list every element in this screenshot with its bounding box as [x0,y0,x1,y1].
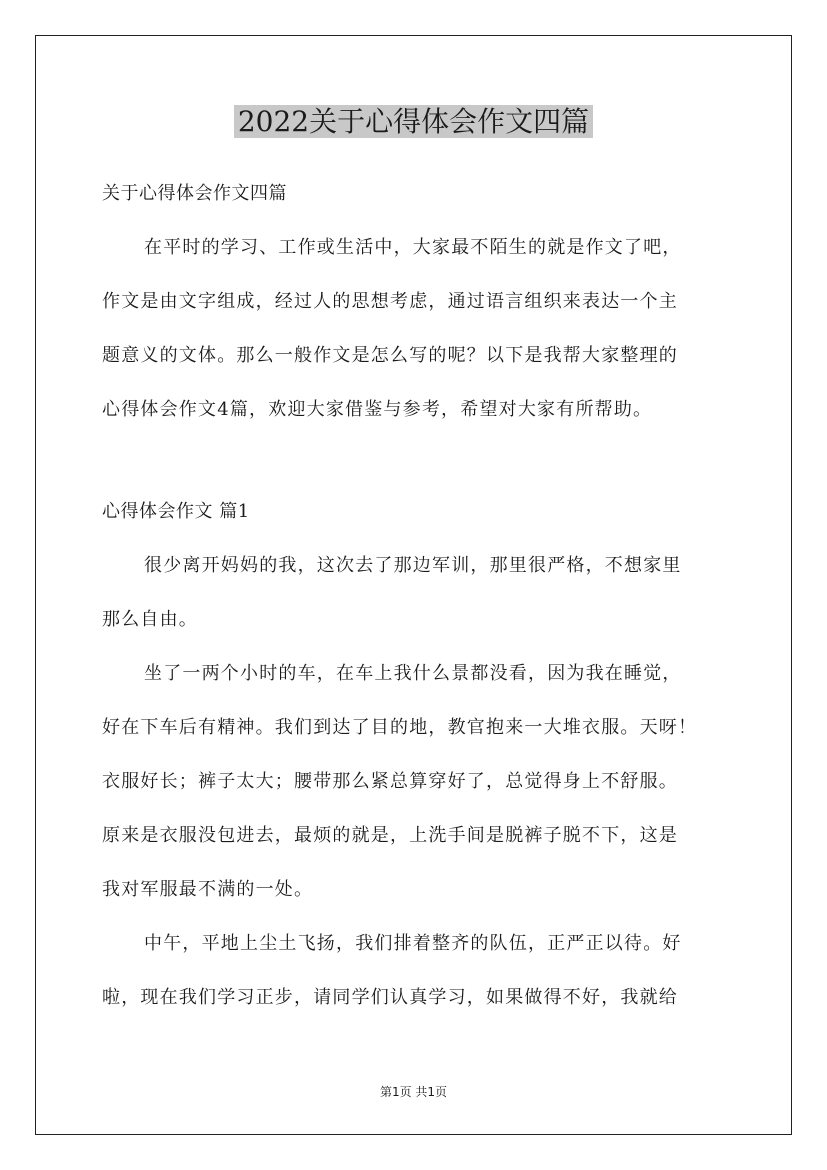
paragraph-line: 那么自由。 [102,609,198,630]
paragraph-line: 作文是由文字组成，经过人的思想考虑，通过语言组织来表达一个主 [102,291,678,312]
paragraph-line: 原来是衣服没包进去，最烦的就是，上洗手间是脱裤子脱不下，这是 [102,825,678,846]
body-paragraph [102,926,742,1034]
paragraph-line: 题意义的文体。那么一般作文是怎么写的呢？以下是我帮大家整理的 [102,345,678,366]
paragraph-line: 中午，平地上尘土飞扬，我们排着整齐的队伍，正严正以待。好 [144,933,682,954]
document-title-text: 2022关于心得体会作文四篇 [234,105,593,138]
paragraph-line: 坐了一两个小时的车，在车上我什么景都没看，因为我在睡觉， [144,663,682,684]
paragraph-line: 衣服好长；裤子太大；腰带那么紧总算穿好了，总觉得身上不舒服。 [102,771,678,792]
paragraph-line: 啦，现在我们学习正步，请同学们认真学习，如果做得不好，我就给 [102,987,678,1008]
document-body [102,176,742,1034]
document-title [0,102,827,142]
intro-paragraph [102,230,742,446]
paragraph-line: 在平时的学习、工作或生活中，大家最不陌生的就是作文了吧， [144,237,682,258]
section-heading: 心得体会作文 篇1 [102,501,250,522]
page-footer: 第1页 共1页 [379,1085,448,1099]
paragraph-line: 很少离开妈妈的我，这次去了那边军训，那里很严格，不想家里 [144,555,682,576]
section-spacer [102,446,742,494]
paragraph-line: 好在下车后有精神。我们到达了目的地，教官抱来一大堆衣服。天呀！ [102,717,698,738]
paragraph-line: 心得体会作文4篇，欢迎大家借鉴与参考，希望对大家有所帮助。 [102,399,653,420]
body-paragraph [102,548,742,656]
body-paragraph [102,656,742,926]
paragraph-line: 我对军服最不满的一处。 [102,879,314,900]
document-subtitle: 关于心得体会作文四篇 [102,183,287,204]
